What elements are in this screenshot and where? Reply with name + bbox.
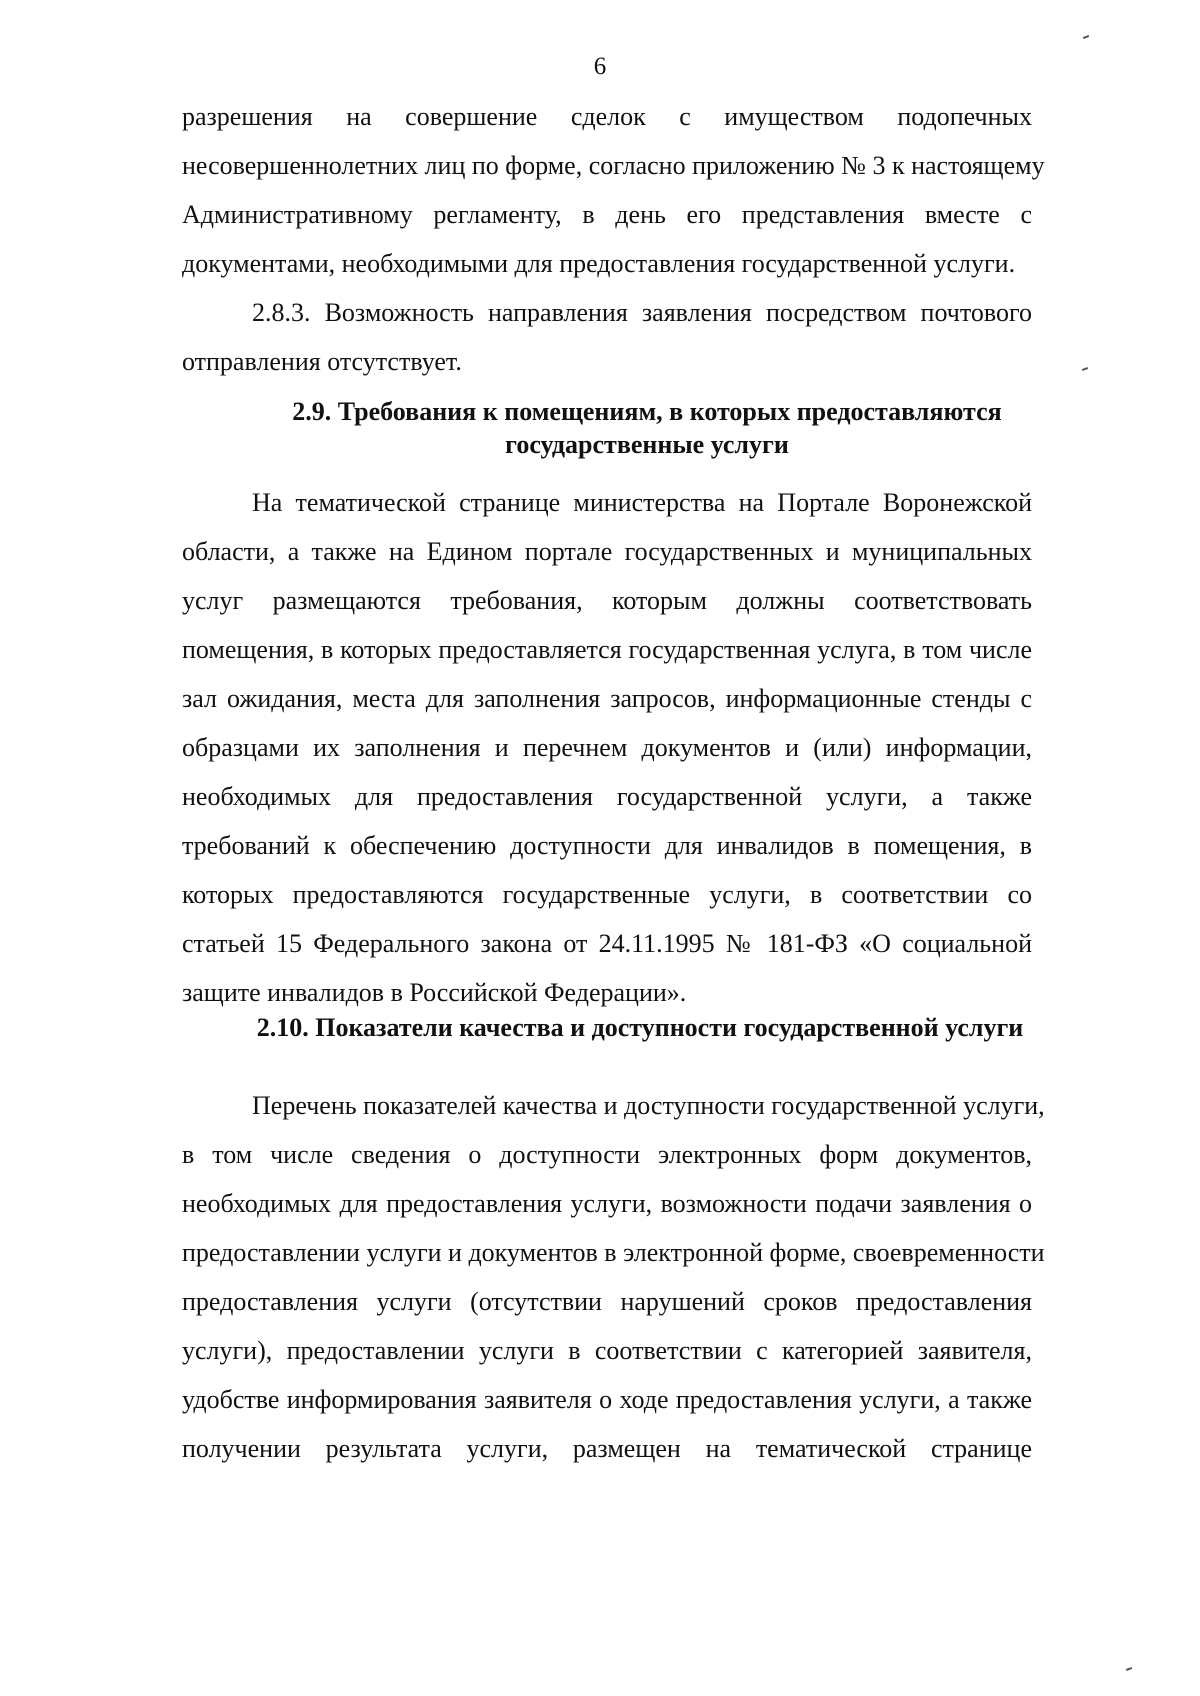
paragraph-line: которых предоставляются государственные услуги, в соответствии со (182, 880, 1032, 909)
paragraph-line: удобстве информирования заявителя о ходе предоставления услуги, а также (182, 1385, 1032, 1414)
paragraph-line: Перечень показателей качества и доступности государственной услуги, (252, 1091, 1045, 1120)
paragraph-line: области, а также на Едином портале государственных и муниципальных (182, 537, 1032, 566)
paragraph-line: зал ожидания, места для заполнения запросов, информационные стенды с (182, 684, 1032, 713)
section-2-10-text (182, 1081, 1045, 1473)
scan-speck (1082, 367, 1088, 371)
section-2-9-heading (222, 395, 1072, 461)
paragraph-line: образцами их заполнения и перечнем документов и (или) информации, (182, 733, 1032, 762)
section-2-9-text (182, 478, 1032, 1017)
paragraph-line: предоставлении услуги и документов в электронной форме, своевременности (182, 1238, 1045, 1267)
paragraph-line: помещения, в которых предоставляется государственная услуга, в том числе (182, 635, 1032, 664)
paragraph-line: Административному регламенту, в день его представления вместе с (182, 200, 1032, 229)
heading-line: 2.9. Требования к помещениям, в которых предоставляются (292, 397, 1002, 426)
paragraph-line: требований к обеспечению доступности для инвалидов в помещения, в (182, 831, 1032, 860)
paragraph-line: статьей 15 Федерального закона от 24.11.1995 № 181-ФЗ «О социальной (182, 929, 1032, 958)
heading-line: государственные услуги (505, 430, 789, 459)
scan-speck (1083, 35, 1089, 39)
paragraph-line: несовершеннолетних лиц по форме, согласно приложению № 3 к настоящему (182, 151, 1045, 180)
page-number: 6 (593, 53, 607, 80)
paragraph-line: защите инвалидов в Российской Федерации». (182, 978, 687, 1007)
paragraph-line: получении результата услуги, размещен на тематической странице (182, 1434, 1032, 1463)
paragraph-line: в том числе сведения о доступности электронных форм документов, (182, 1140, 1032, 1169)
paragraph-line: услуги), предоставлении услуги в соответствии с категорией заявителя, (182, 1336, 1032, 1365)
paragraph-line: разрешения на совершение сделок с имуществом подопечных (182, 102, 1032, 131)
paragraph-line: услуг размещаются требования, которым должны соответствовать (182, 586, 1032, 615)
paragraph-line: необходимых для предоставления услуги, возможности подачи заявления о (182, 1189, 1032, 1218)
section-2-10-heading (215, 1011, 1065, 1044)
paragraph-line: 2.8.3. Возможность направления заявления посредством почтового (252, 298, 1032, 327)
section-2-8-text (182, 92, 1045, 386)
scan-speck (1126, 1667, 1132, 1671)
heading-line: 2.10. Показатели качества и доступности государственной услуги (256, 1013, 1024, 1042)
paragraph-line: отправления отсутствует. (182, 347, 462, 376)
paragraph-line: необходимых для предоставления государственной услуги, а также (182, 782, 1032, 811)
paragraph-line: На тематической странице министерства на Портале Воронежской (252, 488, 1032, 517)
paragraph-line: предоставления услуги (отсутствии нарушений сроков предоставления (182, 1287, 1032, 1316)
paragraph-line: документами, необходимыми для предоставления государственной услуги. (182, 249, 1016, 278)
